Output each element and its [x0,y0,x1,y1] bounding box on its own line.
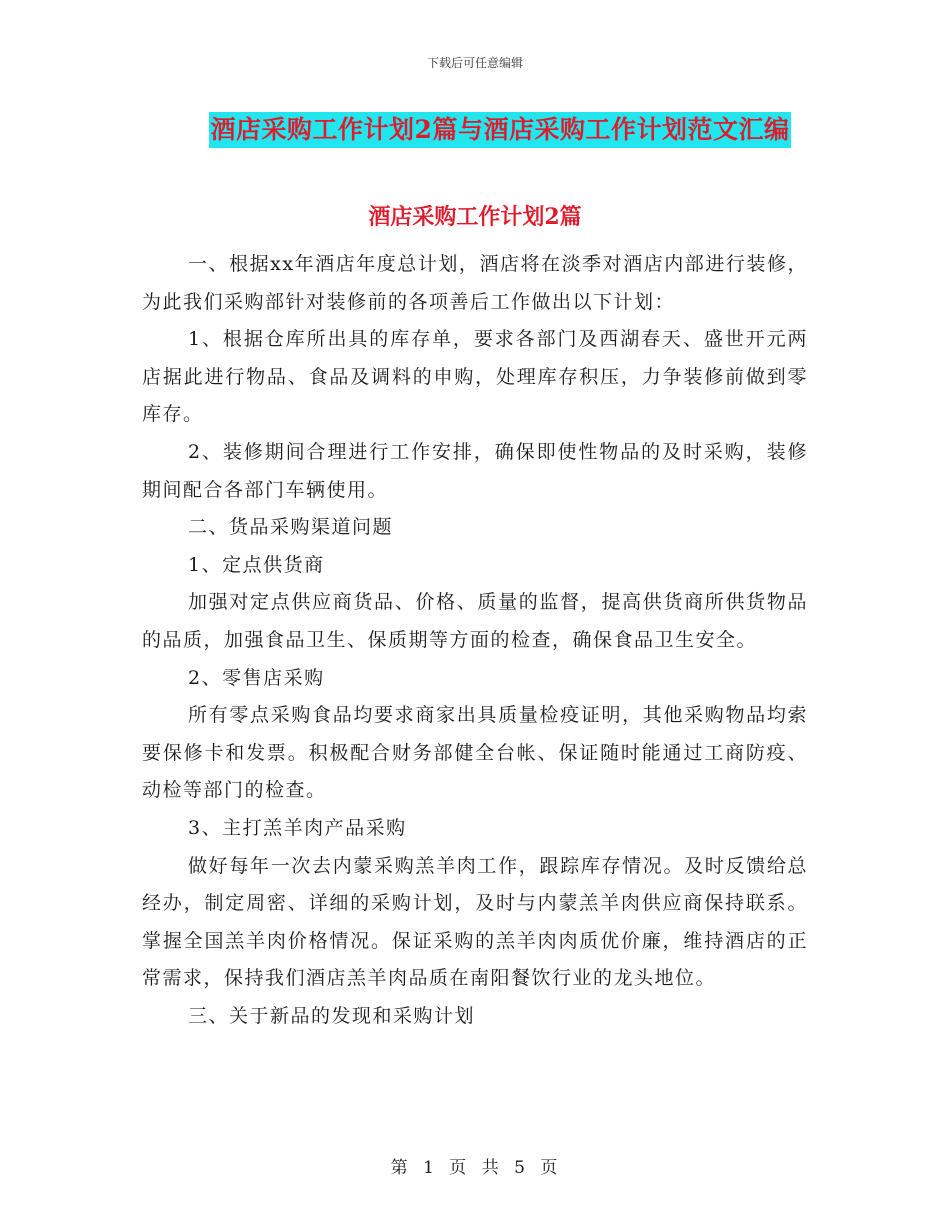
paragraph: 1、根据仓库所出具的库存单，要求各部门及西湖春天、盛世开元两店据此进行物品、食品及调料的申购，处理库存积压，力争装修前做到零库存。 [142,328,808,426]
main-title-container [0,112,950,148]
paragraph: 三、关于新品的发现和采购计划 [188,1004,476,1027]
paragraph: 2、装修期间合理进行工作安排，确保即使性物品的及时采购，装修期间配合各部门车辆使用。 [142,440,808,501]
paragraph: 二、货品采购渠道问题 [188,516,394,539]
document-body [142,246,808,1035]
paragraph: 所有零点采购食品均要求商家出具质量检疫证明，其他采购物品均索要保修卡和发票。积极配合财务部健全台帐、保证随时能通过工商防疫、动检等部门的检查。 [142,704,808,802]
paragraph: 做好每年一次去内蒙采购羔羊肉工作，跟踪库存情况。及时反馈给总经办，制定周密、详细的采购计划，及时与内蒙羔羊肉供应商保持联系。掌握全国羔羊肉价格情况。保证采购的羔羊肉肉质优价廉，维持酒店的正常需求，保持我们酒店羔羊肉品质在南阳餐饮行业的龙头地位。 [142,854,808,990]
paragraph: 1、定点供货商 [188,553,325,576]
paragraph: 3、主打羔羊肉产品采购 [188,816,407,839]
paragraph: 一、根据xx年酒店年度总计划，酒店将在淡季对酒店内部进行装修，为此我们采购部针对装修前的各项善后工作做出以下计划： [142,253,808,313]
section-title: 酒店采购工作计划2篇 [368,204,582,230]
paragraph: 2、零售店采购 [188,666,325,689]
paragraph: 加强对定点供应商货品、价格、质量的监督，提高供货商所供货物品的品质，加强食品卫生、保质期等方面的检查，确保食品卫生安全。 [142,591,808,651]
main-title: 酒店采购工作计划2篇与酒店采购工作计划范文汇编 [209,112,792,148]
page-number-footer: 第 1 页 共 5 页 [390,1158,560,1178]
header-note: 下载后可任意编辑 [426,56,523,70]
